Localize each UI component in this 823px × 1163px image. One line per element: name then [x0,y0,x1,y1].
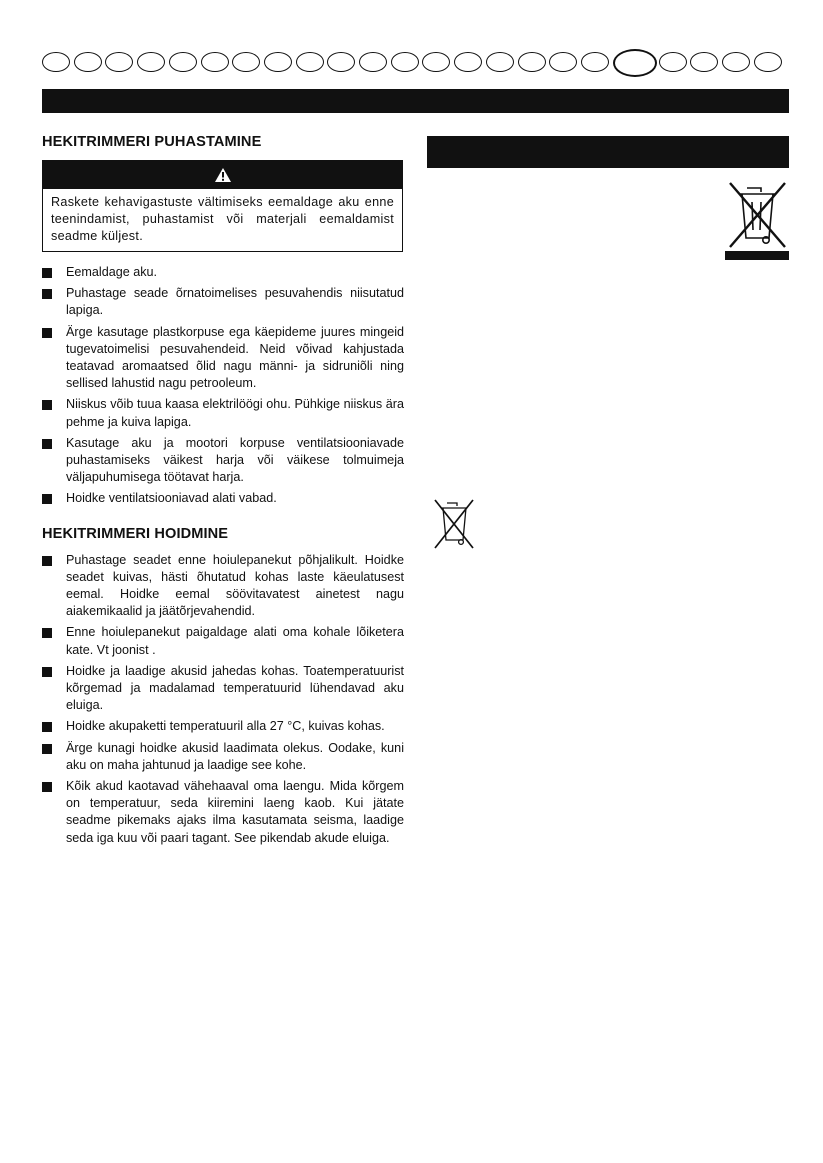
list-item [42,285,404,319]
bullet-square-icon [42,628,52,638]
bullet-square-icon [42,667,52,677]
bullet-square-icon [42,439,52,449]
list-item [42,663,404,715]
language-oval [105,52,133,72]
language-oval [137,52,165,72]
language-oval [169,52,197,72]
list-item-text: Ärge kasutage plastkorpuse ega käepideme juures mingeid tugevatoimelisi pesuvahendeid. Neid võivad kahjustada teatavad aromaatsed õlid nagu männi- ja sidruniõli ning sellised lahustid nagu petrooleum. [66,324,404,391]
list-item-text: Puhastage seade õrnatoimelises pesuvahendis niisutatud lapiga. [66,286,404,318]
warning-box [42,160,403,252]
list-item [42,718,404,735]
list-item [42,740,404,774]
language-oval [201,52,229,72]
left-column [42,132,404,851]
cleaning-heading: HEKITRIMMERI PUHASTAMINE [42,134,262,150]
language-oval [327,52,355,72]
list-item [42,778,404,847]
language-oval [581,52,609,72]
storage-list [42,552,404,847]
bullet-square-icon [42,400,52,410]
page-title-bar [42,89,789,113]
list-item-text: Kõik akud kaotavad vähehaaval oma laengu. Mida kõrgem on temperatuur, seda kiiremini laeng kaob. Kui jätate seadme pikemaks ajaks ilma kasutamata seisma, laadige seda iga kuu või paari tagant. See pikendab akude eluiga. [66,779,404,845]
list-item [42,396,404,430]
bullet-square-icon [42,289,52,299]
environment-section-bar [427,136,789,168]
list-item [42,264,404,281]
language-oval [391,52,419,72]
list-item [42,624,404,658]
list-item [42,552,404,621]
language-oval [518,52,546,72]
bullet-square-icon [42,744,52,754]
list-item-text: Ärge kunagi hoidke akusid laadimata olekus. Oodake, kuni aku on maha jahtunud ja laadige see kohe. [66,740,404,772]
warning-text: Raskete kehavigastuste vältimiseks eemaldage aku enne teenindamist, puhastamist või materjali eemaldamist seadme küljest. [51,195,394,243]
bullet-square-icon [42,268,52,278]
list-item-text: Hoidke ja laadige akusid jahedas kohas. Toatemperatuurist kõrgemad ja madalamad temperatuurid lühendavad aku eluiga. [66,663,404,713]
language-oval [549,52,577,72]
page-footer-clipped [0,1154,823,1163]
list-item-text: Hoidke ventilatsiooniavad alati vabad. [66,491,277,506]
list-item-text: Niiskus võib tuua kaasa elektrilöögi ohu. Pühkige niiskus ära pehme ja kuiva lapiga. [66,397,404,429]
language-oval-row [42,49,790,79]
language-oval [690,52,718,72]
storage-heading: HEKITRIMMERI HOIDMINE [42,525,229,542]
language-oval [422,52,450,72]
bullet-square-icon [42,494,52,504]
bullet-square-icon [42,722,52,732]
list-item-text: Enne hoiulepanekut paigaldage alati oma kohale lõiketera kate. Vt joonist . [66,625,404,657]
language-oval [659,52,687,72]
language-oval-active [613,49,657,77]
bullet-square-icon [42,328,52,338]
crossed-out-wheelie-bin-icon [725,176,789,260]
language-oval [296,52,324,72]
bullet-square-icon [42,556,52,566]
language-oval [359,52,387,72]
language-oval [42,52,70,72]
language-oval [74,52,102,72]
list-item-text: Kasutage aku ja mootori korpuse ventilatsiooniavade puhastamiseks väikest harja või väikese tolmuimeja väljapuhumisega töötavat harja. [66,435,404,485]
bullet-square-icon [42,782,52,792]
language-oval [454,52,482,72]
crossed-out-bin-icon [432,497,476,553]
language-oval [264,52,292,72]
language-oval [722,52,750,72]
right-column [427,136,789,168]
list-item-text: Eemaldage aku. [66,265,158,279]
language-oval [754,52,782,72]
language-oval [486,52,514,72]
list-item-text: Puhastage seadet enne hoiulepanekut põhjalikult. Hoidke seadet kuivas, hästi õhutatud kohas laste käeulatusest eemal. Hoidke eemal söövitavatest ainetest nagu aiakemikaalid ja jäätõrjevahendid. [66,552,404,619]
list-item [42,324,404,393]
cleaning-list [42,264,404,508]
list-item [42,490,404,507]
warning-bar [43,161,402,189]
language-oval [232,52,260,72]
warning-triangle-icon [214,167,232,183]
list-item [42,435,404,487]
list-item-text: Hoidke akupaketti temperatuuril alla 27 °C, kuivas kohas. [66,719,385,734]
